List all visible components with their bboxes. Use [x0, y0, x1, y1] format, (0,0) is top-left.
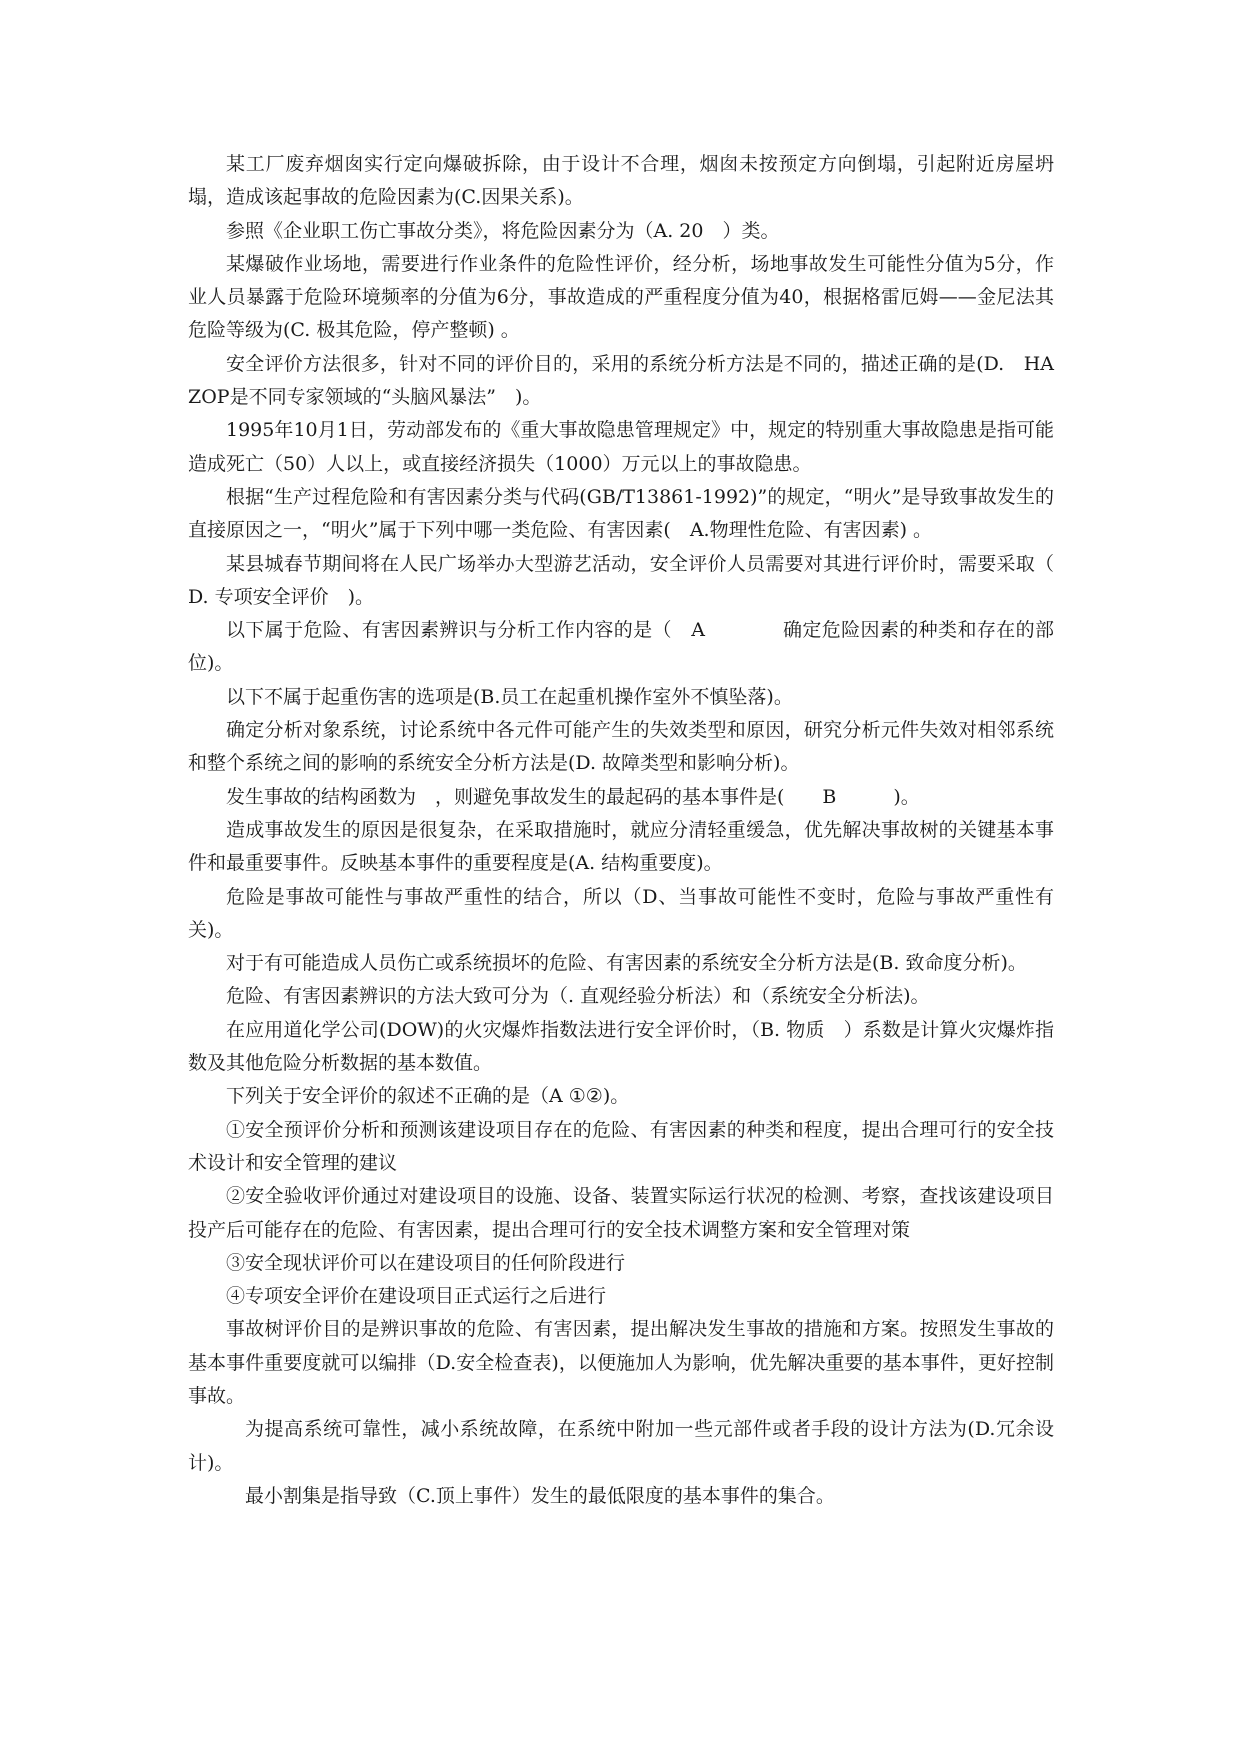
paragraph: 某工厂废弃烟囱实行定向爆破拆除，由于设计不合理，烟囱未按预定方向倒塌，引起附近房屋坍塌，造成该起事故的危险因素为(C.因果关系)。 [188, 153, 1054, 209]
paragraph: 最小割集是指导致（C.顶上事件）发生的最低限度的基本事件的集合。 [245, 1484, 835, 1507]
paragraph: 造成事故发生的原因是很复杂，在采取措施时，就应分清轻重缓急，优先解决事故树的关键基本事件和最重要事件。反映基本事件的重要程度是(A. 结构重要度)。 [188, 818, 1054, 875]
paragraph: 事故树评价目的是辨识事故的危险、有害因素，提出解决发生事故的措施和方案。按照发生事故的基本事件重要度就可以编排（D.安全检查表)，以便施加人为影响，优先解决重要的基本事件，更好控制事故。 [188, 1318, 1054, 1407]
paragraph: 1995年10月1日，劳动部发布的《重大事故隐患管理规定》中，规定的特别重大事故隐患是指可能造成死亡（50）人以上，或直接经济损失（1000）万元以上的事故隐患。 [188, 419, 1054, 475]
paragraph: 危险是事故可能性与事故严重性的结合，所以（D、当事故可能性不变时，危险与事故严重性有关)。 [188, 885, 1054, 941]
paragraph: 以下属于危险、有害因素辨识与分析工作内容的是（ A 确定危险因素的种类和存在的部位)。 [188, 619, 1054, 675]
paragraph: 安全评价方法很多，针对不同的评价目的，采用的系统分析方法是不同的，描述正确的是(D. HAZOP是不同专家领域的“头脑风暴法” )。 [188, 352, 1054, 409]
list-item: ①安全预评价分析和预测该建设项目存在的危险、有害因素的种类和程度，提出合理可行的安全技术设计和安全管理的建议 [188, 1118, 1054, 1174]
list-item: ④专项安全评价在建设项目正式运行之后进行 [226, 1285, 607, 1308]
paragraph: 某县城春节期间将在人民广场举办大型游艺活动，安全评价人员需要对其进行评价时，需要采取（ D. 专项安全评价 )。 [188, 552, 1074, 608]
paragraph: 参照《企业职工伤亡事故分类》，将危险因素分为（A. 20 ）类。 [226, 219, 780, 242]
paragraph: 某爆破作业场地，需要进行作业条件的危险性评价，经分析，场地事故发生可能性分值为5分，作业人员暴露于危险环境频率的分值为6分，事故造成的严重程度分值为40，根据格雷厄姆——金尼法其危险等级为(C. 极其危险，停产整顿) 。 [188, 252, 1054, 342]
paragraph: 为提高系统可靠性，减小系统故障，在系统中附加一些元部件或者手段的设计方法为(D.冗余设计)。 [188, 1418, 1054, 1474]
list-item: ③安全现状评价可以在建设项目的任何阶段进行 [226, 1251, 626, 1274]
list-item: ②安全验收评价通过对建设项目的设施、设备、装置实际运行状况的检测、考察，查找该建设项目投产后可能存在的危险、有害因素，提出合理可行的安全技术调整方案和安全管理对策 [188, 1185, 1054, 1241]
paragraph: 以下不属于起重伤害的选项是(B.员工在起重机操作室外不慎坠落)。 [226, 685, 793, 708]
paragraph: 发生事故的结构函数为 ，则避免事故发生的最起码的基本事件是( B )。 [226, 785, 920, 808]
paragraph: 下列关于安全评价的叙述不正确的是（A ①②)。 [226, 1085, 630, 1108]
paragraph: 根据“生产过程危险和有害因素分类与代码(GB/T13861-1992)”的规定，“明火”是导致事故发生的直接原因之一，“明火”属于下列中哪一类危险、有害因素( A.物理性危险、有害因素) 。 [188, 485, 1054, 542]
paragraph: 在应用道化学公司(DOW)的火灾爆炸指数法进行安全评价时，（B. 物质 ）系数是计算火灾爆炸指数及其他危险分析数据的基本数值。 [188, 1018, 1054, 1075]
paragraph: 危险、有害因素辨识的方法大致可分为（. 直观经验分析法）和（系统安全分析法)。 [226, 985, 930, 1008]
paragraph: 对于有可能造成人员伤亡或系统损坏的危险、有害因素的系统安全分析方法是(B. 致命度分析)。 [226, 952, 1027, 975]
paragraph: 确定分析对象系统，讨论系统中各元件可能产生的失效类型和原因，研究分析元件失效对相邻系统和整个系统之间的影响的系统安全分析方法是(D. 故障类型和影响分析)。 [188, 719, 1054, 775]
document-body [188, 148, 1074, 1513]
